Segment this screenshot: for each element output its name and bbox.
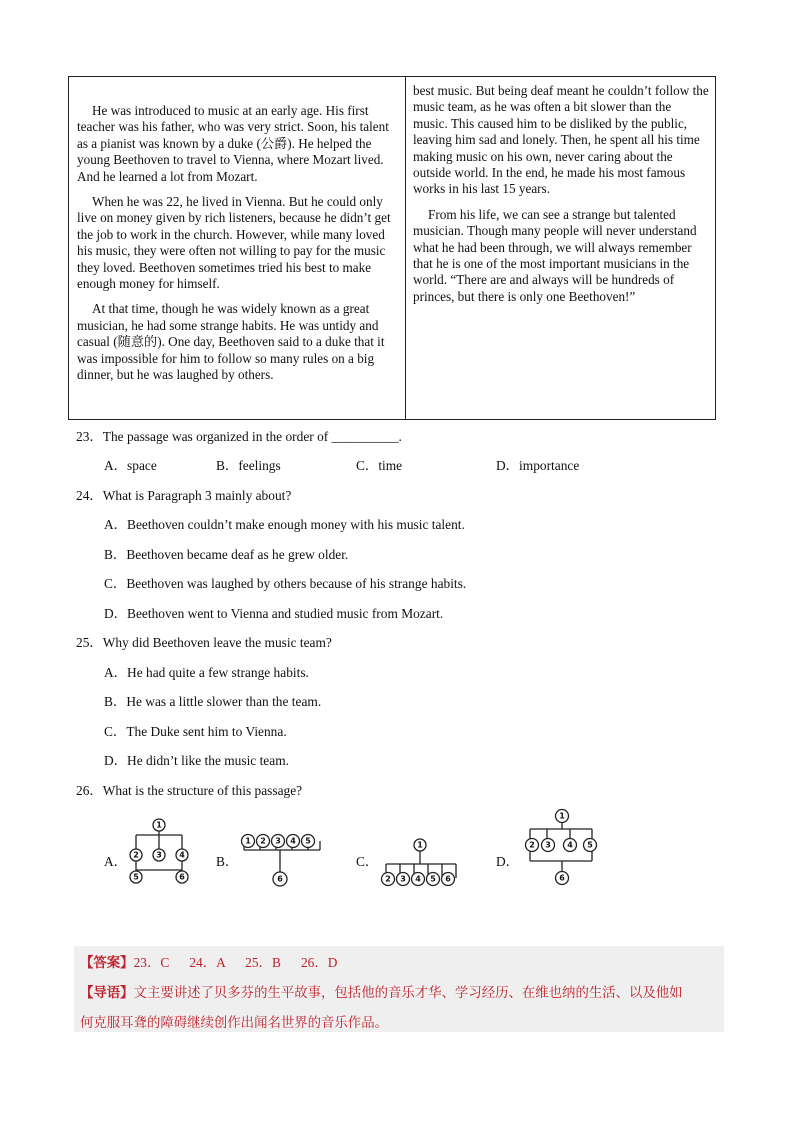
- svg-text:6: 6: [559, 873, 565, 883]
- answer-box: [74, 946, 724, 1032]
- question-25: 25．Why did Beethoven leave the music team?: [76, 635, 332, 650]
- node-2: [257, 835, 270, 848]
- svg-text:6: 6: [277, 874, 283, 884]
- q23-option-d[interactable]: D．importance: [496, 458, 580, 473]
- svg-text:1: 1: [559, 811, 565, 821]
- node-6: [176, 871, 188, 883]
- q23-option-c[interactable]: C．time: [356, 458, 403, 473]
- svg-text:3: 3: [400, 874, 406, 884]
- passage-paragraph: He was introduced to music at an early age. His first teacher was his father, who was very strict. Soon, his talent as a pianist was known by a duke (公爵). He helped the young Beethoven to travel to Vienna, where Mozart lived. And he learned a lot from Mozart.: [77, 103, 389, 184]
- svg-text:4: 4: [415, 874, 421, 884]
- node-5: [302, 835, 315, 848]
- node-4: [412, 873, 425, 886]
- question-24: 24．What is Paragraph 3 mainly about?: [76, 488, 292, 503]
- guide-text-2: 何克服耳聋的障碍继续创作出闻名世界的音乐作品。: [80, 1015, 388, 1030]
- svg-text:6: 6: [179, 872, 185, 882]
- node-2: [526, 839, 539, 852]
- node-1: [242, 835, 255, 848]
- structure-diagram-a[interactable]: [124, 814, 194, 888]
- svg-text:5: 5: [587, 840, 593, 850]
- structure-diagram-d[interactable]: [518, 804, 608, 888]
- q25-option-b[interactable]: B．He was a little slower than the team.: [104, 694, 322, 709]
- passage-paragraph: best music. But being deaf meant he couldn’t follow the music team, as he was often a bit slower than the music. This caused him to be disliked by the public, leaving him sad and lonely. Then, he spent all his time making music on his own, never caring about the outside world. In the end, he made his most famous works in his last 15 years.: [413, 83, 709, 197]
- svg-text:2: 2: [260, 836, 266, 846]
- q24-option-b[interactable]: B．Beethoven became deaf as he grew older.: [104, 547, 349, 562]
- passage-box: [68, 76, 716, 420]
- q25-option-a[interactable]: A．He had quite a few strange habits.: [104, 665, 309, 680]
- passage-paragraph: At that time, though he was widely known as a great musician, he had some strange habits. He was untidy and casual (随意的). One day, Beethoven said to a duke that it was impossible for him to follow so many rules on a big dinner, but he was laughed by others.: [77, 301, 385, 383]
- svg-text:4: 4: [179, 850, 185, 860]
- node-6: [556, 872, 569, 885]
- node-2: [382, 873, 395, 886]
- node-3: [153, 849, 165, 861]
- node-4: [564, 839, 577, 852]
- passage-left-column: [77, 103, 397, 393]
- q26-option-d-label[interactable]: D．: [496, 854, 520, 869]
- q24-option-c[interactable]: C．Beethoven was laughed by others because of his strange habits.: [104, 576, 467, 591]
- q25-option-c[interactable]: C．The Duke sent him to Vienna.: [104, 724, 287, 739]
- guide-line-1: [80, 982, 683, 1001]
- passage-paragraph: When he was 22, he lived in Vienna. But he could only live on money given by rich listeners, because he didn’t get the job to work in the church. However, while many loved his music, they were often not willing to pay for the music they loved. Beethoven sometimes tried his best to make enough money for himself.: [77, 194, 391, 292]
- svg-text:3: 3: [545, 840, 551, 850]
- svg-text:2: 2: [385, 874, 391, 884]
- node-1: [556, 810, 569, 823]
- column-divider: [405, 77, 406, 419]
- q24-option-a[interactable]: A．Beethoven couldn’t make enough money with his music talent.: [104, 517, 465, 532]
- answer-line: [80, 952, 337, 971]
- node-6: [273, 872, 287, 886]
- svg-text:1: 1: [245, 836, 251, 846]
- node-4: [176, 849, 188, 861]
- q24-option-d[interactable]: D．Beethoven went to Vienna and studied music from Mozart.: [104, 606, 444, 621]
- node-1: [414, 839, 426, 851]
- node-3: [542, 839, 555, 852]
- svg-text:1: 1: [156, 820, 162, 830]
- svg-text:1: 1: [417, 840, 423, 850]
- node-3: [397, 873, 410, 886]
- structure-diagram-c[interactable]: [376, 834, 466, 890]
- structure-diagram-b[interactable]: [236, 826, 328, 888]
- node-3: [272, 835, 285, 848]
- svg-text:3: 3: [275, 836, 281, 846]
- answer-key-label: 【答案】: [80, 955, 134, 970]
- question-23: 23．The passage was organized in the order of __________.: [76, 429, 402, 444]
- node-5: [584, 839, 597, 852]
- node-6: [442, 873, 455, 886]
- guide-line-2: [80, 1012, 388, 1031]
- question-26: 26．What is the structure of this passage?: [76, 783, 303, 798]
- q23-option-a[interactable]: A．space: [104, 458, 157, 473]
- passage-paragraph: From his life, we can see a strange but talented musician. Though many people will never understand what he had been through, we will always remember that he is one of the most important musicians in the world. “There are and always will be hundreds of princes, but there is only one Beethoven!”: [413, 206, 697, 304]
- node-2: [130, 849, 142, 861]
- node-5: [427, 873, 440, 886]
- svg-text:5: 5: [430, 874, 436, 884]
- node-1: [153, 819, 165, 831]
- guide-text-1: 文主要讲述了贝多芬的生平故事，包括他的音乐才华、学习经历、在维也纳的生活、以及他如: [133, 985, 683, 1000]
- svg-text:3: 3: [156, 850, 162, 860]
- svg-text:2: 2: [133, 850, 139, 860]
- svg-text:2: 2: [529, 840, 535, 850]
- q26-option-a-label[interactable]: A．: [104, 854, 128, 869]
- guide-label: 【导语】: [80, 985, 134, 1000]
- svg-text:5: 5: [305, 836, 311, 846]
- answer-values: 23．C 24．A 25．B 26．D: [133, 955, 338, 970]
- node-5: [130, 871, 142, 883]
- q26-option-b-label[interactable]: B．: [216, 854, 239, 869]
- q25-option-d[interactable]: D．He didn’t like the music team.: [104, 753, 289, 768]
- svg-text:6: 6: [445, 874, 451, 884]
- svg-text:5: 5: [133, 872, 139, 882]
- svg-text:4: 4: [567, 840, 573, 850]
- svg-text:4: 4: [290, 836, 296, 846]
- passage-right-column: [413, 83, 709, 314]
- q26-option-c-label[interactable]: C．: [356, 854, 379, 869]
- q23-option-b[interactable]: B．feelings: [216, 458, 281, 473]
- node-4: [287, 835, 300, 848]
